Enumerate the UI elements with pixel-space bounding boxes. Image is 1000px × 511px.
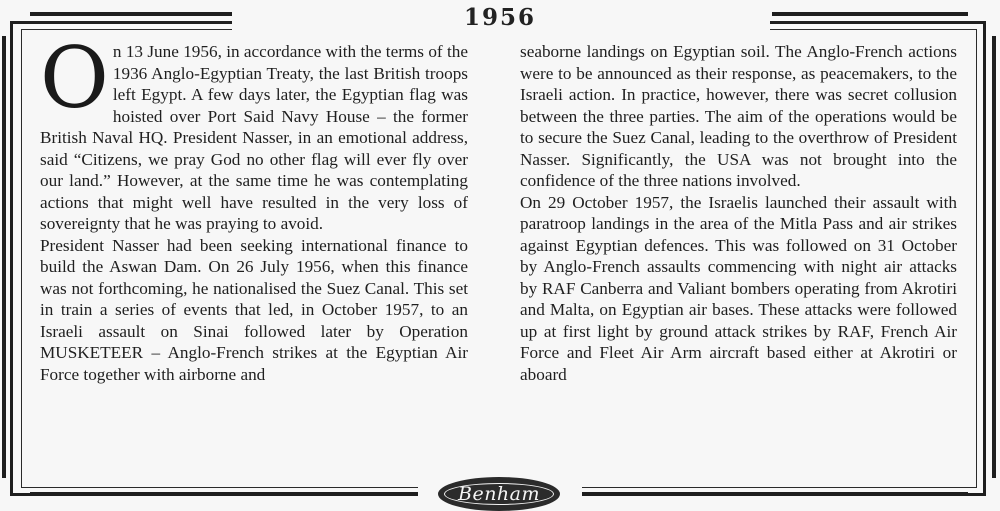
- drop-cap: O: [40, 29, 109, 127]
- left-side-bar: [2, 36, 6, 478]
- paragraph: President Nasser had been seeking international finance to build the Aswan Dam. On 26 July 1956, when this finance was not forthcoming, he nationalised the Suez Canal. This set in train a series of events that led, in October 1957, to an Israeli assault on Sinai followed later by Operation MUSKETEER – Anglo-French strikes at the Egyptian Air Force together with airborne and: [40, 235, 468, 384]
- logo-text: Benham: [457, 483, 541, 505]
- paragraph: seaborne landings on Egyptian soil. The Anglo-French actions were to be announced as their response, as peacemakers, to the Israeli action. In practice, however, there was secret collusion between the three parties. The aim of the operations would be to secure the Suez Canal, leading to the overthrow of President Nasser. Significantly, the USA was not brought into the confidence of the three nations involved.: [520, 42, 957, 190]
- bottom-right-bar: [566, 492, 968, 496]
- paragraph: n 13 June 1956, in accordance with the terms of the 1936 Anglo-Egyptian Treaty, the last British troops left Egypt. A few days later, the Egyptian flag was hoisted over Port Said Navy House – the former British Naval HQ. President Nasser, in an emotional address, said “Citizens, we pray God no other flag will ever fly over our land.” However, at the same time he was contemplating actions that might well have resulted in the very loss of sovereignty that he was praying to avoid.: [40, 42, 468, 233]
- logo-inner-ring: [444, 483, 554, 505]
- right-side-bar: [992, 36, 996, 478]
- left-column: [40, 29, 468, 385]
- bottom-left-bar: [30, 492, 432, 496]
- paragraph: On 29 October 1957, the Israelis launched their assault with paratroop landings in the area of the Mitla Pass and air strikes against Egyptian defences. This was followed on 31 October by Anglo-French assaults commencing with night air attacks by RAF Canberra and Valiant bombers operating from Akrotiri and Malta, on Egyptian air bases. These attacks were followed up at first light by ground attack strikes by RAF, French Air Force and Fleet Air Arm aircraft based either at Akrotiri or aboard: [520, 192, 957, 384]
- right-column: [520, 41, 957, 385]
- benham-logo: [438, 477, 560, 511]
- page-title: 1956: [463, 4, 536, 31]
